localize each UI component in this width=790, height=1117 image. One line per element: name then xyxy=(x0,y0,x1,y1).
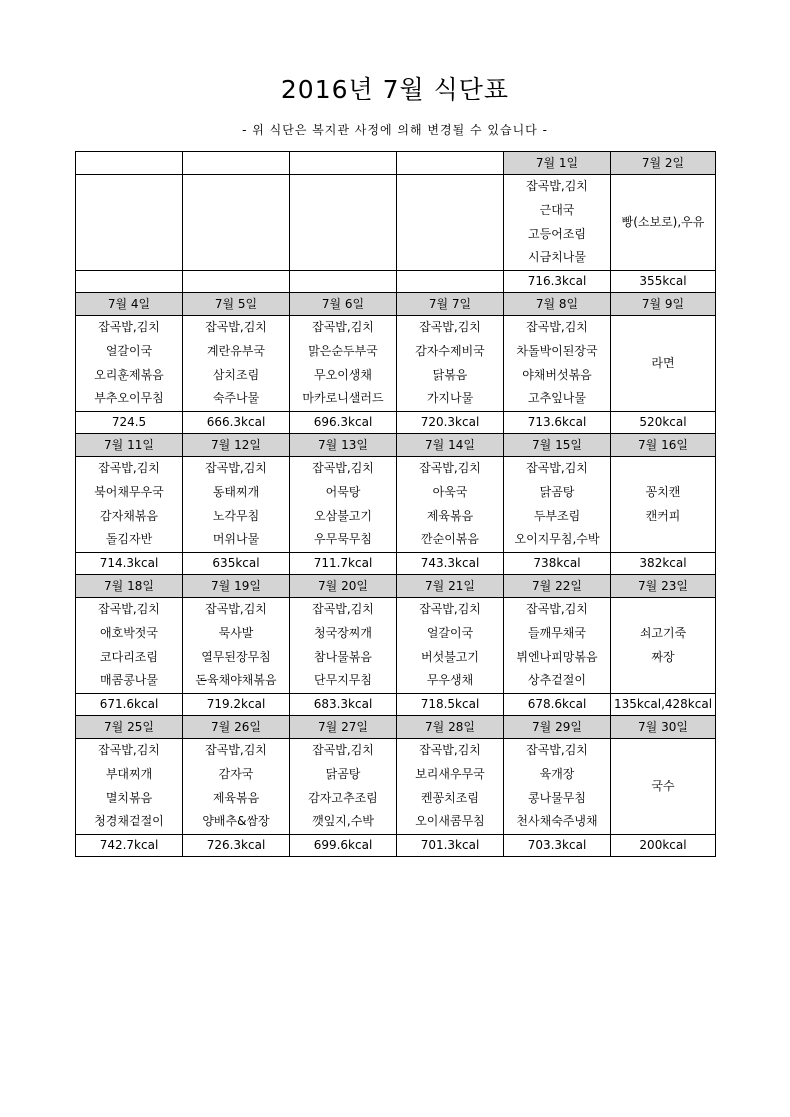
date-cell: 7월 12일 xyxy=(183,434,290,457)
menu-row xyxy=(76,316,716,412)
kcal-row xyxy=(76,694,716,716)
menu-row xyxy=(76,457,716,553)
date-cell: 7월 2일 xyxy=(611,152,716,175)
menu-row xyxy=(76,175,716,271)
menu-item: 감자채볶음 xyxy=(100,508,158,523)
menu-item: 국수 xyxy=(651,778,675,793)
date-cell xyxy=(397,152,504,175)
date-cell: 7월 25일 xyxy=(76,716,183,739)
menu-item: 짜장 xyxy=(651,649,675,664)
menu-item: 감자고추조림 xyxy=(308,790,378,805)
kcal-cell: 678.6kcal xyxy=(504,694,611,716)
menu-item: 근대국 xyxy=(539,202,575,217)
menu-cell xyxy=(290,175,397,271)
menu-item: 계란유부국 xyxy=(207,343,265,358)
menu-item: 쇠고기죽 xyxy=(639,625,687,640)
menu-item: 야채버섯볶음 xyxy=(522,367,592,382)
kcal-cell: 683.3kcal xyxy=(290,694,397,716)
menu-cell xyxy=(397,739,504,835)
date-cell: 7월 4일 xyxy=(76,293,183,316)
date-cell: 7월 6일 xyxy=(290,293,397,316)
menu-item: 닭볶음 xyxy=(432,367,468,382)
menu-cell xyxy=(76,175,183,271)
menu-item: 단무지무침 xyxy=(314,673,372,688)
menu-row xyxy=(76,739,716,835)
date-cell: 7월 14일 xyxy=(397,434,504,457)
menu-item: 오삼불고기 xyxy=(314,508,372,523)
menu-cell xyxy=(290,316,397,412)
menu-item: 머위나물 xyxy=(212,532,260,547)
meal-plan-table xyxy=(75,151,716,857)
kcal-cell: 720.3kcal xyxy=(397,412,504,434)
menu-cell xyxy=(183,316,290,412)
menu-cell xyxy=(504,175,611,271)
kcal-row xyxy=(76,553,716,575)
menu-item: 청국장찌개 xyxy=(314,625,372,640)
menu-item: 들깨무채국 xyxy=(528,625,586,640)
menu-item: 잡곡밥,김치 xyxy=(98,320,160,335)
kcal-cell: 742.7kcal xyxy=(76,835,183,857)
menu-cell xyxy=(76,598,183,694)
menu-item: 마카로니샐러드 xyxy=(302,391,384,406)
page-title: 2016년 7월 식단표 xyxy=(280,75,510,104)
kcal-cell: 716.3kcal xyxy=(504,271,611,293)
date-cell: 7월 8일 xyxy=(504,293,611,316)
menu-item: 버섯불고기 xyxy=(421,649,479,664)
menu-cell xyxy=(183,175,290,271)
kcal-cell: 701.3kcal xyxy=(397,835,504,857)
kcal-cell: 718.5kcal xyxy=(397,694,504,716)
menu-item: 잡곡밥,김치 xyxy=(419,461,481,476)
kcal-cell: 635kcal xyxy=(183,553,290,575)
menu-item: 잡곡밥,김치 xyxy=(312,461,374,476)
kcal-cell: 382kcal xyxy=(611,553,716,575)
menu-item: 잡곡밥,김치 xyxy=(526,179,588,194)
menu-item: 잡곡밥,김치 xyxy=(205,602,267,617)
menu-item: 우무묵무침 xyxy=(314,532,372,547)
date-cell: 7월 26일 xyxy=(183,716,290,739)
menu-item: 빵(소보로),우유 xyxy=(621,214,705,229)
menu-item: 잡곡밥,김치 xyxy=(312,743,374,758)
date-cell: 7월 1일 xyxy=(504,152,611,175)
menu-cell xyxy=(76,316,183,412)
kcal-row xyxy=(76,835,716,857)
meal-plan-body xyxy=(76,152,716,857)
menu-cell xyxy=(611,739,716,835)
kcal-cell: 699.6kcal xyxy=(290,835,397,857)
menu-item: 숙주나물 xyxy=(212,391,260,406)
menu-cell xyxy=(611,316,716,412)
menu-item: 깐순이볶음 xyxy=(421,532,479,547)
menu-cell xyxy=(397,457,504,553)
menu-item: 동태찌개 xyxy=(212,484,260,499)
menu-item: 삼치조림 xyxy=(212,367,260,382)
menu-item: 무오이생채 xyxy=(314,367,372,382)
date-cell: 7월 28일 xyxy=(397,716,504,739)
menu-item: 돈육채야채볶음 xyxy=(195,673,277,688)
menu-item: 고등어조림 xyxy=(528,226,586,241)
menu-item: 차돌박이된장국 xyxy=(516,343,598,358)
date-cell: 7월 15일 xyxy=(504,434,611,457)
menu-cell xyxy=(504,316,611,412)
menu-cell xyxy=(76,739,183,835)
date-row xyxy=(76,434,716,457)
menu-item: 꽁치캔 xyxy=(645,484,681,499)
kcal-cell: 671.6kcal xyxy=(76,694,183,716)
menu-item: 잡곡밥,김치 xyxy=(526,743,588,758)
date-cell: 7월 13일 xyxy=(290,434,397,457)
menu-item: 잡곡밥,김치 xyxy=(98,743,160,758)
menu-item: 육개장 xyxy=(539,766,575,781)
date-cell: 7월 21일 xyxy=(397,575,504,598)
kcal-cell: 355kcal xyxy=(611,271,716,293)
menu-cell xyxy=(504,457,611,553)
menu-item: 켄꽁치조림 xyxy=(421,790,479,805)
menu-item: 닭곰탕 xyxy=(539,484,575,499)
menu-cell xyxy=(611,175,716,271)
menu-cell xyxy=(290,457,397,553)
menu-item: 얼갈이국 xyxy=(426,625,474,640)
menu-item: 닭곰탕 xyxy=(325,766,361,781)
menu-item: 잡곡밥,김치 xyxy=(419,743,481,758)
kcal-cell: 743.3kcal xyxy=(397,553,504,575)
date-cell xyxy=(290,152,397,175)
menu-item: 잡곡밥,김치 xyxy=(526,602,588,617)
menu-item: 잡곡밥,김치 xyxy=(98,602,160,617)
menu-cell xyxy=(611,598,716,694)
menu-item: 천사채숙주냉채 xyxy=(516,814,598,829)
menu-item: 양배추&쌈장 xyxy=(202,814,270,829)
kcal-cell: 726.3kcal xyxy=(183,835,290,857)
menu-item: 노각무침 xyxy=(212,508,260,523)
menu-item: 뷔엔나피망볶음 xyxy=(516,649,598,664)
kcal-cell xyxy=(397,271,504,293)
date-cell: 7월 18일 xyxy=(76,575,183,598)
menu-item: 멸치볶음 xyxy=(105,790,153,805)
kcal-cell: 703.3kcal xyxy=(504,835,611,857)
menu-item: 잡곡밥,김치 xyxy=(419,602,481,617)
menu-item: 시금치나물 xyxy=(528,250,586,265)
date-cell: 7월 20일 xyxy=(290,575,397,598)
date-cell xyxy=(76,152,183,175)
menu-item: 청경채겉절이 xyxy=(94,814,164,829)
menu-item: 콩나물무침 xyxy=(528,790,586,805)
kcal-row xyxy=(76,271,716,293)
page-subtitle: - 위 식단은 복지관 사정에 의해 변경될 수 있습니다 - xyxy=(242,123,548,137)
date-row xyxy=(76,575,716,598)
kcal-cell: 714.3kcal xyxy=(76,553,183,575)
menu-item: 맑은순두부국 xyxy=(308,343,378,358)
menu-item: 제육볶음 xyxy=(212,790,260,805)
kcal-cell: 200kcal xyxy=(611,835,716,857)
menu-cell xyxy=(397,175,504,271)
date-row xyxy=(76,716,716,739)
menu-item: 제육볶음 xyxy=(426,508,474,523)
menu-item: 부대찌개 xyxy=(105,766,153,781)
date-row xyxy=(76,293,716,316)
menu-item: 잡곡밥,김치 xyxy=(205,461,267,476)
menu-item: 코다리조림 xyxy=(100,649,158,664)
kcal-cell: 666.3kcal xyxy=(183,412,290,434)
menu-item: 부추오이무침 xyxy=(94,391,164,406)
menu-item: 무우생채 xyxy=(426,673,474,688)
menu-cell xyxy=(504,598,611,694)
date-cell: 7월 5일 xyxy=(183,293,290,316)
date-cell: 7월 7일 xyxy=(397,293,504,316)
date-cell: 7월 19일 xyxy=(183,575,290,598)
menu-item: 상추겉절이 xyxy=(528,673,586,688)
menu-cell xyxy=(397,598,504,694)
menu-item: 열무된장무침 xyxy=(201,649,271,664)
date-cell: 7월 11일 xyxy=(76,434,183,457)
menu-item: 잡곡밥,김치 xyxy=(419,320,481,335)
menu-item: 아욱국 xyxy=(432,484,468,499)
menu-item: 참나물볶음 xyxy=(314,649,372,664)
menu-item: 감자국 xyxy=(218,766,254,781)
date-cell: 7월 16일 xyxy=(611,434,716,457)
menu-item: 오이지무침,수박 xyxy=(514,532,600,547)
menu-cell xyxy=(183,598,290,694)
kcal-cell: 711.7kcal xyxy=(290,553,397,575)
menu-cell xyxy=(504,739,611,835)
menu-item: 매콤콩나물 xyxy=(100,673,158,688)
menu-cell xyxy=(290,598,397,694)
date-cell: 7월 29일 xyxy=(504,716,611,739)
menu-item: 잡곡밥,김치 xyxy=(526,320,588,335)
kcal-cell: 724.5 xyxy=(76,412,183,434)
kcal-cell: 520kcal xyxy=(611,412,716,434)
menu-item: 어묵탕 xyxy=(325,484,361,499)
date-cell: 7월 30일 xyxy=(611,716,716,739)
date-cell xyxy=(183,152,290,175)
menu-item: 잡곡밥,김치 xyxy=(312,320,374,335)
menu-cell xyxy=(76,457,183,553)
kcal-cell xyxy=(290,271,397,293)
date-cell: 7월 22일 xyxy=(504,575,611,598)
menu-item: 깻잎지,수박 xyxy=(312,814,374,829)
menu-item: 애호박젓국 xyxy=(100,625,158,640)
kcal-cell: 696.3kcal xyxy=(290,412,397,434)
menu-item: 북어채무우국 xyxy=(94,484,164,499)
date-cell: 7월 23일 xyxy=(611,575,716,598)
menu-cell xyxy=(183,739,290,835)
date-cell: 7월 27일 xyxy=(290,716,397,739)
menu-cell xyxy=(611,457,716,553)
kcal-row xyxy=(76,412,716,434)
date-row xyxy=(76,152,716,175)
menu-row xyxy=(76,598,716,694)
menu-item: 고추잎나물 xyxy=(528,391,586,406)
menu-item: 오리훈제볶음 xyxy=(94,367,164,382)
menu-item: 라면 xyxy=(651,355,675,370)
menu-item: 얼갈이국 xyxy=(105,343,153,358)
menu-item: 가지나물 xyxy=(426,391,474,406)
kcal-cell: 719.2kcal xyxy=(183,694,290,716)
kcal-cell xyxy=(183,271,290,293)
menu-item: 잡곡밥,김치 xyxy=(205,320,267,335)
menu-cell xyxy=(183,457,290,553)
menu-item: 잡곡밥,김치 xyxy=(312,602,374,617)
menu-item: 잡곡밥,김치 xyxy=(205,743,267,758)
kcal-cell: 135kcal,428kcal xyxy=(611,694,716,716)
menu-item: 돌김자반 xyxy=(105,532,153,547)
date-cell: 7월 9일 xyxy=(611,293,716,316)
menu-cell xyxy=(290,739,397,835)
menu-item: 오이새콤무침 xyxy=(415,814,485,829)
kcal-cell: 738kcal xyxy=(504,553,611,575)
menu-item: 묵사발 xyxy=(218,625,254,640)
kcal-cell: 713.6kcal xyxy=(504,412,611,434)
menu-item: 감자수제비국 xyxy=(415,343,485,358)
menu-item: 두부조림 xyxy=(533,508,581,523)
menu-item: 잡곡밥,김치 xyxy=(526,461,588,476)
menu-cell xyxy=(397,316,504,412)
kcal-cell xyxy=(76,271,183,293)
menu-item: 보리새우무국 xyxy=(415,766,485,781)
menu-item: 캔커피 xyxy=(645,508,681,523)
menu-item: 잡곡밥,김치 xyxy=(98,461,160,476)
